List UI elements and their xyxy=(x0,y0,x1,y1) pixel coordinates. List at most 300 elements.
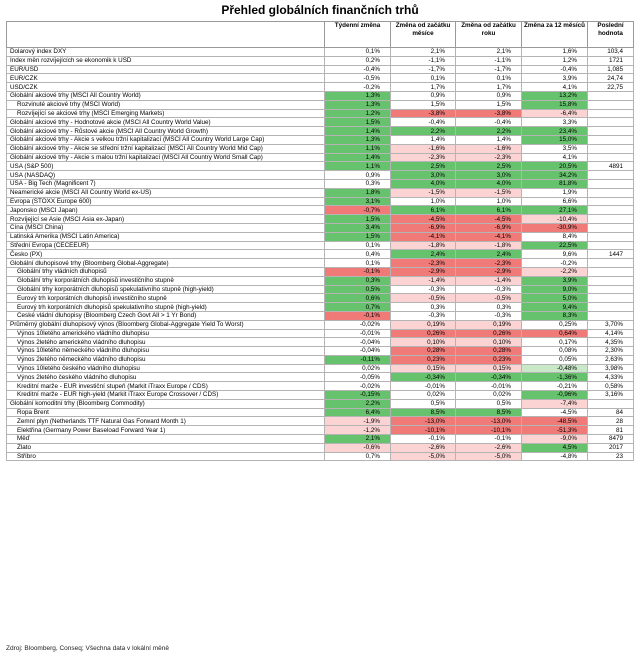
cell-weekly-change: 0,5% xyxy=(325,285,391,294)
cell-mtd-change: -1,5% xyxy=(391,188,456,197)
row-label: USA (S&P 500) xyxy=(7,162,325,171)
cell-ytd-change: -5,0% xyxy=(456,452,522,461)
cell-mtd-change: -1,7% xyxy=(391,65,456,74)
cell-weekly-change: 3,4% xyxy=(325,223,391,232)
table-row xyxy=(7,320,634,329)
row-label: Čína (MSCI China) xyxy=(7,223,325,232)
cell-12m-change: 27,1% xyxy=(522,206,588,215)
cell-ytd-change: -0,4% xyxy=(456,118,522,127)
cell-12m-change: 4,1% xyxy=(522,83,588,92)
cell-weekly-change: 1,3% xyxy=(325,100,391,109)
row-label: USA (NASDAQ) xyxy=(7,171,325,180)
table-row xyxy=(7,197,634,206)
cell-weekly-change: -0,5% xyxy=(325,74,391,83)
cell-weekly-change: -0,7% xyxy=(325,206,391,215)
row-label: Index měn rozvíjejících se ekonomik k USD xyxy=(7,56,325,65)
table-row xyxy=(7,118,634,127)
row-label: Výnos 10letého amerického vládního dluhopisu xyxy=(7,329,325,338)
cell-weekly-change: 3,1% xyxy=(325,197,391,206)
cell-12m-change: -9,0% xyxy=(522,435,588,444)
cell-mtd-change: 1,0% xyxy=(391,197,456,206)
cell-ytd-change: -1,8% xyxy=(456,241,522,250)
table-row xyxy=(7,188,634,197)
cell-last-value xyxy=(588,259,634,268)
cell-last-value: 2,63% xyxy=(588,355,634,364)
cell-weekly-change: 1,8% xyxy=(325,188,391,197)
cell-mtd-change: -10,1% xyxy=(391,426,456,435)
cell-ytd-change: 0,15% xyxy=(456,364,522,373)
cell-weekly-change: 0,1% xyxy=(325,241,391,250)
cell-mtd-change: 1,7% xyxy=(391,83,456,92)
cell-weekly-change: 1,5% xyxy=(325,215,391,224)
cell-mtd-change: 4,0% xyxy=(391,179,456,188)
cell-mtd-change: 0,10% xyxy=(391,338,456,347)
cell-ytd-change: -0,3% xyxy=(456,285,522,294)
cell-12m-change: -0,21% xyxy=(522,382,588,391)
cell-last-value xyxy=(588,399,634,408)
cell-mtd-change: -1,1% xyxy=(391,56,456,65)
cell-12m-change: 8,3% xyxy=(522,311,588,320)
table-row xyxy=(7,303,634,312)
cell-mtd-change: -1,8% xyxy=(391,241,456,250)
cell-mtd-change: -2,9% xyxy=(391,267,456,276)
table-row xyxy=(7,91,634,100)
cell-12m-change: 15,8% xyxy=(522,100,588,109)
cell-12m-change: -51,3% xyxy=(522,426,588,435)
cell-ytd-change: -6,9% xyxy=(456,223,522,232)
cell-ytd-change: 3,0% xyxy=(456,171,522,180)
cell-mtd-change: -3,8% xyxy=(391,109,456,118)
cell-ytd-change: -0,5% xyxy=(456,294,522,303)
cell-last-value: 2,30% xyxy=(588,347,634,356)
cell-weekly-change: -0,2% xyxy=(325,83,391,92)
table-row xyxy=(7,417,634,426)
column-header-12m-change: Změna za 12 měsíců xyxy=(522,22,588,48)
cell-last-value: 84 xyxy=(588,408,634,417)
cell-last-value xyxy=(588,109,634,118)
column-header-mtd-change: Změna od začátku měsíce xyxy=(391,22,456,48)
row-label: EUR/USD xyxy=(7,65,325,74)
cell-last-value xyxy=(588,303,634,312)
row-label: Globální akciové trhy - Akcie s malou tržní kapitalizací (MSCI All Country World Small Cap) xyxy=(7,153,325,162)
cell-ytd-change: 6,1% xyxy=(456,206,522,215)
cell-ytd-change: -2,3% xyxy=(456,153,522,162)
cell-12m-change: -0,96% xyxy=(522,391,588,400)
cell-12m-change: 81,8% xyxy=(522,179,588,188)
cell-12m-change: 1,2% xyxy=(522,56,588,65)
table-row xyxy=(7,347,634,356)
cell-weekly-change: -0,04% xyxy=(325,338,391,347)
cell-mtd-change: 1,4% xyxy=(391,135,456,144)
cell-weekly-change: 1,1% xyxy=(325,162,391,171)
row-label: Japonsko (MSCI Japan) xyxy=(7,206,325,215)
cell-ytd-change: 0,26% xyxy=(456,329,522,338)
cell-weekly-change: -0,11% xyxy=(325,355,391,364)
cell-last-value: 4,33% xyxy=(588,373,634,382)
cell-12m-change: 23,4% xyxy=(522,127,588,136)
cell-mtd-change: 0,23% xyxy=(391,355,456,364)
cell-12m-change: 1,6% xyxy=(522,48,588,57)
cell-12m-change: 15,0% xyxy=(522,135,588,144)
row-label: Zemní plyn (Netherlands TTF Natural Gas Forward Month 1) xyxy=(7,417,325,426)
row-label: Rozvinuté akciové trhy (MSCI World) xyxy=(7,100,325,109)
cell-12m-change: -4,8% xyxy=(522,452,588,461)
cell-weekly-change: 2,1% xyxy=(325,435,391,444)
cell-mtd-change: -0,34% xyxy=(391,373,456,382)
row-label: Globální akciové trhy - Hodnotové akcie (MSCI All Country World Value) xyxy=(7,118,325,127)
cell-weekly-change: 1,4% xyxy=(325,127,391,136)
cell-last-value xyxy=(588,188,634,197)
row-label: Globální trhy korporátních dluhopisů investičního stupně xyxy=(7,276,325,285)
row-label: Stříbro xyxy=(7,452,325,461)
row-label: Výnos 2letého českého vládního dluhopisu xyxy=(7,373,325,382)
cell-12m-change: 9,0% xyxy=(522,285,588,294)
cell-ytd-change: -1,1% xyxy=(456,56,522,65)
cell-ytd-change: -13,0% xyxy=(456,417,522,426)
cell-mtd-change: 0,15% xyxy=(391,364,456,373)
row-label: Globální trhy vládních dluhopisů xyxy=(7,267,325,276)
table-row xyxy=(7,391,634,400)
table-row xyxy=(7,74,634,83)
cell-12m-change: -10,4% xyxy=(522,215,588,224)
cell-mtd-change: 6,1% xyxy=(391,206,456,215)
cell-weekly-change: 0,2% xyxy=(325,56,391,65)
table-row xyxy=(7,452,634,461)
cell-last-value xyxy=(588,311,634,320)
table-row xyxy=(7,373,634,382)
table-row xyxy=(7,241,634,250)
table-row xyxy=(7,56,634,65)
row-label: Eurový trh korporátních dluhopisů investičního stupně xyxy=(7,294,325,303)
cell-12m-change: -4,5% xyxy=(522,408,588,417)
cell-ytd-change: 0,1% xyxy=(456,74,522,83)
cell-ytd-change: 0,28% xyxy=(456,347,522,356)
source-note: Zdroj: Bloomberg, Conseq; Všechna data v lokální měně xyxy=(6,645,169,652)
cell-ytd-change: -2,3% xyxy=(456,259,522,268)
cell-weekly-change: 0,9% xyxy=(325,171,391,180)
table-row xyxy=(7,311,634,320)
cell-weekly-change: -1,9% xyxy=(325,417,391,426)
cell-ytd-change: -1,7% xyxy=(456,65,522,74)
cell-last-value xyxy=(588,215,634,224)
cell-12m-change: 5,0% xyxy=(522,294,588,303)
column-header-last-value: Poslední hodnota xyxy=(588,22,634,48)
table-row xyxy=(7,399,634,408)
table-row xyxy=(7,364,634,373)
cell-mtd-change: -1,4% xyxy=(391,276,456,285)
cell-ytd-change: 0,9% xyxy=(456,91,522,100)
table-row xyxy=(7,250,634,259)
cell-weekly-change: -1,2% xyxy=(325,426,391,435)
cell-ytd-change: 8,5% xyxy=(456,408,522,417)
cell-last-value: 3,98% xyxy=(588,364,634,373)
cell-weekly-change: 1,3% xyxy=(325,135,391,144)
cell-mtd-change: 0,28% xyxy=(391,347,456,356)
cell-ytd-change: -1,4% xyxy=(456,276,522,285)
cell-ytd-change: 1,4% xyxy=(456,135,522,144)
cell-ytd-change: -0,1% xyxy=(456,435,522,444)
cell-last-value: 2017 xyxy=(588,443,634,452)
cell-last-value: 24,74 xyxy=(588,74,634,83)
row-label: Globální dluhopisové trhy (Bloomberg Global-Aggregate) xyxy=(7,259,325,268)
cell-last-value xyxy=(588,206,634,215)
cell-weekly-change: 1,3% xyxy=(325,91,391,100)
cell-last-value: 23 xyxy=(588,452,634,461)
row-label: Kreditní marže - EUR investiční stupeň (Markit iTraxx Europe / CDS) xyxy=(7,382,325,391)
table-row xyxy=(7,382,634,391)
table-row xyxy=(7,153,634,162)
row-label: Měď xyxy=(7,435,325,444)
cell-last-value: 4,14% xyxy=(588,329,634,338)
row-label: Neamerické akcie (MSCI All Country World ex-US) xyxy=(7,188,325,197)
cell-mtd-change: -2,3% xyxy=(391,259,456,268)
cell-mtd-change: -5,0% xyxy=(391,452,456,461)
table-row xyxy=(7,65,634,74)
cell-weekly-change: 0,4% xyxy=(325,250,391,259)
cell-mtd-change: -0,4% xyxy=(391,118,456,127)
table-row xyxy=(7,294,634,303)
cell-last-value xyxy=(588,127,634,136)
column-header-weekly-change: Týdenní změna xyxy=(325,22,391,48)
cell-ytd-change: 0,19% xyxy=(456,320,522,329)
cell-weekly-change: -0,02% xyxy=(325,320,391,329)
cell-12m-change: 1,9% xyxy=(522,188,588,197)
cell-last-value xyxy=(588,135,634,144)
table-row xyxy=(7,329,634,338)
cell-mtd-change: 0,02% xyxy=(391,391,456,400)
row-label: Rozvíjející se Asie (MSCI Asia ex-Japan) xyxy=(7,215,325,224)
cell-ytd-change: 0,5% xyxy=(456,399,522,408)
cell-weekly-change: 0,1% xyxy=(325,48,391,57)
cell-ytd-change: 2,4% xyxy=(456,250,522,259)
row-label: České vládní dluhopisy (Bloomberg Czech Govt All > 1 Yr Bond) xyxy=(7,311,325,320)
column-header-ytd-change: Změna od začátku roku xyxy=(456,22,522,48)
cell-last-value xyxy=(588,223,634,232)
table-header-row xyxy=(7,22,634,48)
table-row xyxy=(7,355,634,364)
cell-last-value: 103,4 xyxy=(588,48,634,57)
cell-weekly-change: 0,3% xyxy=(325,276,391,285)
cell-last-value: 3,16% xyxy=(588,391,634,400)
cell-last-value xyxy=(588,276,634,285)
cell-mtd-change: -6,9% xyxy=(391,223,456,232)
cell-12m-change: 13,2% xyxy=(522,91,588,100)
row-label: Výnos 10letého českého vládního dluhopisu xyxy=(7,364,325,373)
table-row xyxy=(7,171,634,180)
cell-12m-change: -1,36% xyxy=(522,373,588,382)
cell-ytd-change: 0,3% xyxy=(456,303,522,312)
table-row xyxy=(7,426,634,435)
row-label: USA - Big Tech (Magnificent 7) xyxy=(7,179,325,188)
table-row xyxy=(7,135,634,144)
cell-weekly-change: 1,2% xyxy=(325,109,391,118)
cell-ytd-change: -4,1% xyxy=(456,232,522,241)
cell-ytd-change: -10,1% xyxy=(456,426,522,435)
cell-ytd-change: 1,0% xyxy=(456,197,522,206)
table-row xyxy=(7,162,634,171)
table-row xyxy=(7,127,634,136)
table-row xyxy=(7,408,634,417)
row-label: Výnos 10letého německého vládního dluhopisu xyxy=(7,347,325,356)
cell-mtd-change: 3,0% xyxy=(391,171,456,180)
table-row xyxy=(7,267,634,276)
cell-ytd-change: -1,5% xyxy=(456,188,522,197)
cell-last-value xyxy=(588,144,634,153)
cell-12m-change: 22,5% xyxy=(522,241,588,250)
cell-ytd-change: 2,1% xyxy=(456,48,522,57)
cell-mtd-change: 2,1% xyxy=(391,48,456,57)
cell-ytd-change: -2,6% xyxy=(456,443,522,452)
cell-12m-change: 3,5% xyxy=(522,144,588,153)
row-label: Ropa Brent xyxy=(7,408,325,417)
cell-12m-change: -6,4% xyxy=(522,109,588,118)
cell-last-value: 0,58% xyxy=(588,382,634,391)
cell-weekly-change: 2,2% xyxy=(325,399,391,408)
row-label: Eurový trh korporátních dluhopisů spekulativního stupně (high-yield) xyxy=(7,303,325,312)
cell-12m-change: 3,3% xyxy=(522,118,588,127)
row-label: Globální trhy korporátních dluhopisů spekulativního stupně (high-yield) xyxy=(7,285,325,294)
row-label: Rozvíjející se akciové trhy (MSCI Emerging Markets) xyxy=(7,109,325,118)
cell-weekly-change: -0,02% xyxy=(325,382,391,391)
table-row xyxy=(7,338,634,347)
row-label: USD/CZK xyxy=(7,83,325,92)
cell-mtd-change: -0,1% xyxy=(391,435,456,444)
cell-weekly-change: -0,04% xyxy=(325,347,391,356)
row-label: Dolarový index DXY xyxy=(7,48,325,57)
page-title: Přehled globálních finančních trhů xyxy=(221,3,419,17)
cell-mtd-change: -0,3% xyxy=(391,285,456,294)
cell-weekly-change: 1,4% xyxy=(325,153,391,162)
cell-12m-change: -0,4% xyxy=(522,65,588,74)
cell-mtd-change: 0,9% xyxy=(391,91,456,100)
cell-mtd-change: -4,1% xyxy=(391,232,456,241)
cell-mtd-change: -0,3% xyxy=(391,311,456,320)
row-label: Zlato xyxy=(7,443,325,452)
cell-ytd-change: 1,5% xyxy=(456,100,522,109)
cell-12m-change: 0,05% xyxy=(522,355,588,364)
cell-mtd-change: 1,5% xyxy=(391,100,456,109)
cell-ytd-change: -2,9% xyxy=(456,267,522,276)
cell-12m-change: 0,64% xyxy=(522,329,588,338)
cell-mtd-change: 0,19% xyxy=(391,320,456,329)
cell-weekly-change: 0,02% xyxy=(325,364,391,373)
cell-last-value xyxy=(588,179,634,188)
cell-mtd-change: 0,5% xyxy=(391,399,456,408)
cell-ytd-change: 0,02% xyxy=(456,391,522,400)
row-label: Průměrný globální dluhopisový výnos (Bloomberg Global-Aggregate Yield To Worst) xyxy=(7,320,325,329)
table-row xyxy=(7,285,634,294)
table-row xyxy=(7,259,634,268)
cell-12m-change: -48,5% xyxy=(522,417,588,426)
table-row xyxy=(7,206,634,215)
cell-weekly-change: -0,6% xyxy=(325,443,391,452)
cell-ytd-change: -0,34% xyxy=(456,373,522,382)
cell-last-value xyxy=(588,100,634,109)
cell-12m-change: -30,9% xyxy=(522,223,588,232)
row-label: Latinská Amerika (MSCI Latin America) xyxy=(7,232,325,241)
table-row xyxy=(7,179,634,188)
column-header-instrument xyxy=(7,22,325,48)
cell-mtd-change: 2,2% xyxy=(391,127,456,136)
row-label: Globální akciové trhy (MSCI All Country World) xyxy=(7,91,325,100)
cell-ytd-change: -4,5% xyxy=(456,215,522,224)
table-row xyxy=(7,276,634,285)
cell-last-value: 22,75 xyxy=(588,83,634,92)
cell-last-value: 1721 xyxy=(588,56,634,65)
cell-mtd-change: 0,1% xyxy=(391,74,456,83)
cell-last-value xyxy=(588,118,634,127)
cell-mtd-change: 2,4% xyxy=(391,250,456,259)
cell-last-value: 4891 xyxy=(588,162,634,171)
cell-ytd-change: 2,2% xyxy=(456,127,522,136)
cell-last-value xyxy=(588,153,634,162)
row-label: Elektřina (Germany Power Baseload Forward Year 1) xyxy=(7,426,325,435)
cell-12m-change: 6,6% xyxy=(522,197,588,206)
cell-weekly-change: -0,15% xyxy=(325,391,391,400)
row-label: Výnos 2letého německého vládního dluhopisu xyxy=(7,355,325,364)
cell-last-value xyxy=(588,91,634,100)
cell-ytd-change: 2,5% xyxy=(456,162,522,171)
cell-12m-change: -0,2% xyxy=(522,259,588,268)
cell-ytd-change: 0,10% xyxy=(456,338,522,347)
cell-12m-change: 34,2% xyxy=(522,171,588,180)
row-label: Globální akciové trhy - Akcie s velkou tržní kapitalizací (MSCI All Country World Large Cap) xyxy=(7,135,325,144)
cell-ytd-change: -3,8% xyxy=(456,109,522,118)
cell-weekly-change: 1,5% xyxy=(325,118,391,127)
cell-ytd-change: 0,23% xyxy=(456,355,522,364)
cell-last-value xyxy=(588,294,634,303)
cell-mtd-change: -4,5% xyxy=(391,215,456,224)
cell-last-value: 3,70% xyxy=(588,320,634,329)
cell-last-value: 81 xyxy=(588,426,634,435)
cell-weekly-change: 0,1% xyxy=(325,259,391,268)
row-label: Globální akciové trhy - Růstové akcie (MSCI All Country World Growth) xyxy=(7,127,325,136)
cell-weekly-change: -0,4% xyxy=(325,65,391,74)
cell-last-value xyxy=(588,171,634,180)
cell-weekly-change: 0,3% xyxy=(325,179,391,188)
row-label: EUR/CZK xyxy=(7,74,325,83)
cell-12m-change: 20,5% xyxy=(522,162,588,171)
cell-last-value: 1,085 xyxy=(588,65,634,74)
cell-mtd-change: -2,6% xyxy=(391,443,456,452)
cell-ytd-change: -1,6% xyxy=(456,144,522,153)
cell-weekly-change: 0,7% xyxy=(325,303,391,312)
cell-12m-change: 9,4% xyxy=(522,303,588,312)
cell-last-value xyxy=(588,241,634,250)
table-row xyxy=(7,109,634,118)
table-row xyxy=(7,48,634,57)
cell-12m-change: 4,5% xyxy=(522,443,588,452)
cell-last-value xyxy=(588,267,634,276)
cell-weekly-change: 0,6% xyxy=(325,294,391,303)
cell-last-value: 1447 xyxy=(588,250,634,259)
cell-12m-change: 3,9% xyxy=(522,74,588,83)
cell-last-value: 8479 xyxy=(588,435,634,444)
market-table xyxy=(6,21,634,461)
cell-weekly-change: -0,1% xyxy=(325,267,391,276)
table-row xyxy=(7,83,634,92)
cell-12m-change: 9,6% xyxy=(522,250,588,259)
cell-ytd-change: -0,3% xyxy=(456,311,522,320)
table-row xyxy=(7,435,634,444)
cell-12m-change: 0,08% xyxy=(522,347,588,356)
cell-mtd-change: 0,3% xyxy=(391,303,456,312)
cell-mtd-change: -0,01% xyxy=(391,382,456,391)
table-body xyxy=(7,48,634,461)
row-label: Střední Evropa (CECEEUR) xyxy=(7,241,325,250)
cell-mtd-change: 2,5% xyxy=(391,162,456,171)
row-label: Výnos 2letého amerického vládního dluhopisu xyxy=(7,338,325,347)
